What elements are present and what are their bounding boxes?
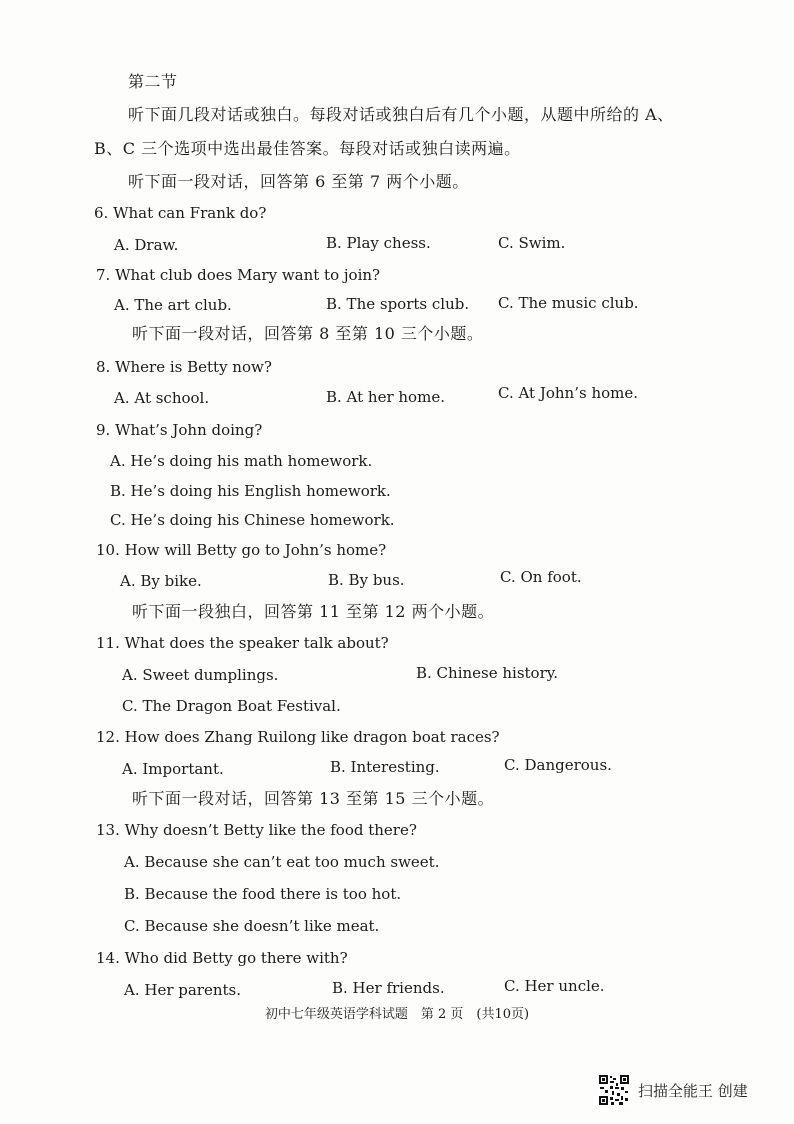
option-6b: B. Play chess. (326, 234, 431, 252)
group-prompt: 听下面一段对话，回答第 13 至第 15 三个小题。 (132, 789, 495, 808)
option-14c: C. Her uncle. (504, 977, 605, 995)
option-10b: B. By bus. (328, 571, 405, 589)
option-13b: B. Because the food there is too hot. (124, 885, 402, 903)
group-prompt: 听下面一段对话，回答第 8 至第 10 三个小题。 (132, 324, 484, 343)
option-8b: B. At her home. (326, 388, 445, 406)
option-12a: A. Important. (122, 760, 224, 778)
option-7b: B. The sports club. (326, 295, 470, 313)
qr-code-icon (598, 1074, 630, 1106)
option-11b: B. Chinese history. (416, 664, 559, 682)
group-prompt: 听下面一段对话，回答第 6 至第 7 两个小题。 (128, 172, 469, 191)
option-9a: A. He’s doing his math homework. (110, 452, 373, 470)
option-7c: C. The music club. (498, 294, 639, 312)
option-14b: B. Her friends. (332, 979, 445, 997)
question-7: 7. What club does Mary want to join? (96, 266, 381, 284)
option-12c: C. Dangerous. (504, 756, 612, 774)
question-9: 9. What’s John doing? (96, 421, 263, 439)
option-11a: A. Sweet dumplings. (122, 666, 279, 684)
option-6a: A. Draw. (114, 236, 179, 254)
group-prompt: 听下面一段独白，回答第 11 至第 12 两个小题。 (132, 602, 495, 621)
option-6c: C. Swim. (498, 234, 566, 252)
option-8a: A. At school. (114, 389, 210, 407)
question-12: 12. How does Zhang Ruilong like dragon boat races? (96, 728, 500, 746)
instruction-line-1: 听下面几段对话或独白。每段对话或独白后有几个小题，从题中所给的 A、 (128, 105, 674, 124)
option-9b: B. He’s doing his English homework. (110, 482, 391, 500)
option-10a: A. By bike. (120, 572, 202, 590)
section-title: 第二节 (128, 72, 178, 91)
instruction-line-2: B、C 三个选项中选出最佳答案。每段对话或独白读两遍。 (94, 139, 521, 158)
option-13a: A. Because she can’t eat too much sweet. (124, 853, 440, 871)
question-10: 10. How will Betty go to John’s home? (96, 541, 387, 559)
option-14a: A. Her parents. (124, 981, 242, 999)
question-8: 8. Where is Betty now? (96, 358, 272, 376)
page-footer: 初中七年级英语学科试题 第 2 页 (共10页) (264, 1007, 530, 1022)
option-13c: C. Because she doesn’t like meat. (124, 917, 380, 935)
question-11: 11. What does the speaker talk about? (96, 634, 389, 652)
option-8c: C. At John’s home. (498, 384, 639, 402)
option-12b: B. Interesting. (330, 758, 440, 776)
option-7a: A. The art club. (114, 296, 232, 314)
question-14: 14. Who did Betty go there with? (96, 949, 348, 967)
option-11c: C. The Dragon Boat Festival. (122, 697, 341, 715)
watermark-text: 扫描全能王 创建 (638, 1082, 748, 1100)
question-13: 13. Why doesn’t Betty like the food there? (96, 821, 417, 839)
option-10c: C. On foot. (500, 568, 582, 586)
option-9c: C. He’s doing his Chinese homework. (110, 511, 395, 529)
scanner-watermark (598, 1074, 778, 1110)
question-6: 6. What can Frank do? (94, 204, 267, 222)
